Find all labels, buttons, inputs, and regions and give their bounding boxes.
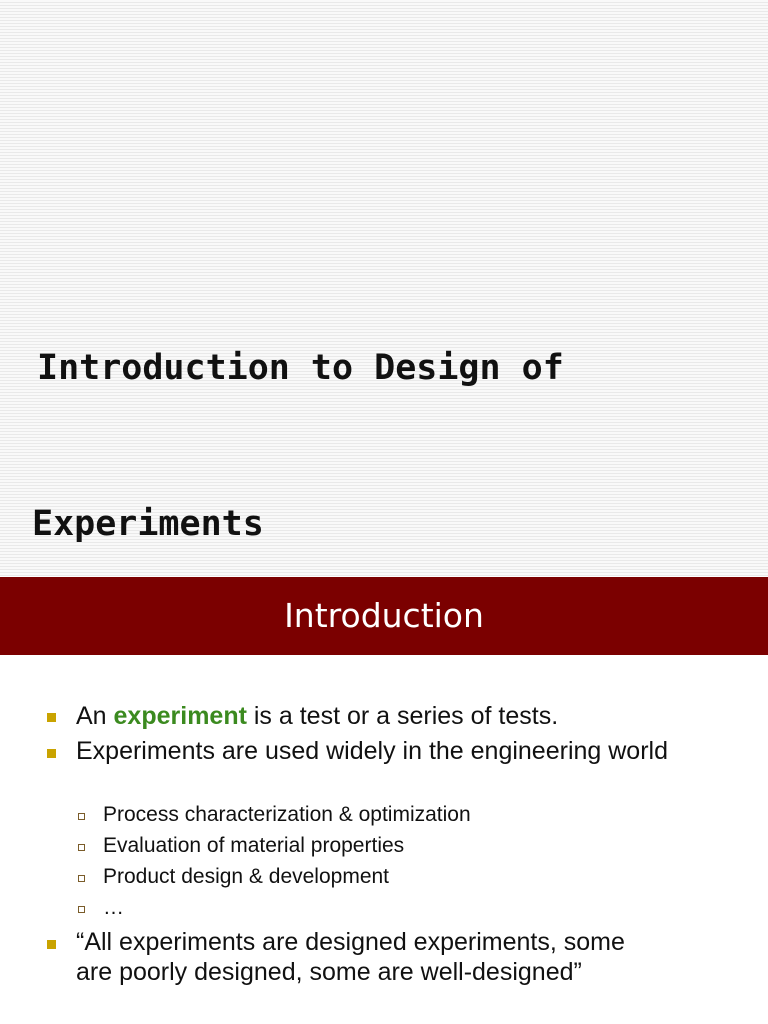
sub-bullet-marker-icon	[78, 875, 85, 882]
intro-heading: Introduction	[284, 596, 484, 635]
bullet-experiment-definition	[76, 701, 756, 731]
slide-title-line-2: Experiments	[32, 504, 264, 544]
sub-bullet-marker-icon	[78, 844, 85, 851]
bullet-marker-icon	[47, 940, 56, 949]
intro-content	[0, 655, 768, 1024]
bullet-marker-icon	[47, 749, 56, 758]
sub-bullet-process: Process characterization & optimization	[103, 803, 471, 826]
bullet-1-prefix: An	[76, 702, 114, 730]
sub-bullet-product: Product design & development	[103, 865, 390, 888]
bullet-1-suffix: is a test or a series of tests.	[246, 702, 559, 730]
bullet-marker-icon	[47, 713, 56, 722]
slide-title-line-1: Introduction to Design of	[37, 348, 564, 388]
bullet-1-emphasis: experiment	[113, 702, 247, 730]
sub-bullet-marker-icon	[78, 813, 85, 820]
intro-heading-banner	[0, 577, 768, 655]
sub-bullet-materials: Evaluation of material properties	[103, 834, 405, 857]
sub-bullet-ellipsis: …	[103, 896, 124, 919]
bullet-designed-experiments-quote: “All experiments are designed experiments, some are poorly designed, some are well-designed”	[76, 928, 625, 986]
bullet-engineering-usage: Experiments are used widely in the engineering world	[76, 737, 668, 765]
sub-bullet-marker-icon	[78, 906, 85, 913]
